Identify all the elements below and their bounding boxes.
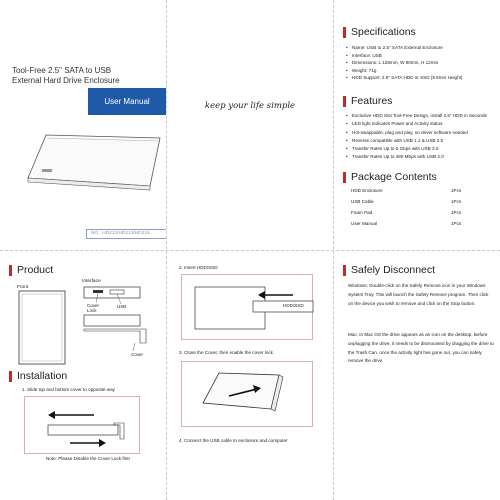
list-item: • Name: USB to 2.5" SATA External Enclosure	[346, 44, 496, 52]
mac-instructions: Mac: In Mac OS the drive appears as an icon on the desktop. Before unplugging the drive, it needs to be dismounted by dragging the drive to the Trash Can, once the activity light has gone out, you can safely remove the drive.	[348, 332, 494, 364]
specs-panel	[334, 0, 500, 250]
heading-marker	[343, 96, 346, 107]
safely-disconnect-heading: Safely Disconnect	[351, 264, 436, 276]
slogan-text: keep your life simple	[204, 101, 296, 111]
install-step-3: 3. Close the Cover, then enable the cover lock	[179, 350, 273, 355]
list-item: • Weight: 71g	[346, 67, 496, 75]
specifications-list	[346, 44, 496, 82]
package-item-qty: 1Pcs	[451, 199, 462, 204]
cover-title-line2: External Hard Drive Enclosure	[12, 76, 120, 85]
features-heading: Features	[351, 95, 393, 107]
package-item-qty: 1Pcs	[451, 210, 462, 215]
list-item: • Interface: USB	[346, 52, 496, 60]
list-item: • Transfer Rates Up to 5 Gbps with USB 3.0	[346, 145, 498, 153]
hdd-ssd-label: HDD/SSD	[283, 303, 304, 308]
model-number-tag	[86, 229, 166, 239]
enclosure-illustration	[0, 0, 166, 250]
package-item-name: USB Cable	[351, 199, 374, 204]
windows-instructions: Windows: Double-click on the Safely Remove icon in your Windows System Tray. This will launch the Safely Remove program. Then click on the device you wish to remove and click on the Stop button.	[348, 283, 489, 306]
package-item-qty: 1Pcs	[451, 188, 462, 193]
cover-panel	[0, 0, 166, 250]
list-item: • Exclusive HDD Slot Tool-Free Design, install 2.5" HDD in Seconds	[346, 112, 498, 120]
list-item: • Dimensions: L 128mm, W 80mm, H 12mm	[346, 59, 496, 67]
table-row	[351, 221, 461, 226]
list-item: • LED light indicates Power and Activity status	[346, 120, 498, 128]
cover-part-label: Cover	[131, 352, 144, 357]
list-item: • Transfer Rates Up to 480 Mbps with USB 2.0	[346, 153, 498, 161]
product-heading: Product	[17, 264, 54, 276]
table-row	[351, 199, 461, 204]
install-note: Note: Please Disable the Cover Lock first	[46, 456, 130, 461]
package-heading: Package Contents	[351, 171, 437, 183]
package-item-name: Foam Pad	[351, 210, 373, 215]
heading-marker	[343, 27, 346, 38]
install-step-2: 2. Insert HDD/SSD	[179, 265, 218, 270]
install-step-4: 4. Connect the USB cable to enclosure and computer	[179, 438, 288, 443]
disconnect-panel	[334, 251, 500, 500]
product-panel	[0, 251, 166, 500]
package-item-qty: 1Pcs	[451, 221, 462, 226]
slogan-panel	[167, 0, 333, 250]
features-list	[346, 112, 498, 162]
install-step-1: 1. Slide top and bottom cover to opposite way	[22, 387, 115, 392]
package-item-name: HDD Enclosure	[351, 188, 383, 193]
usb-label: USB	[117, 304, 127, 309]
heading-marker	[343, 172, 346, 183]
heading-marker	[343, 265, 346, 276]
cover-title-line1: Tool-Free 2.5" SATA to USB	[12, 66, 112, 75]
step-1-diagram	[0, 251, 166, 500]
package-item-name: User Manual	[351, 221, 378, 226]
cover-lock-label: Cover Lock	[87, 303, 100, 313]
specifications-heading: Specifications	[351, 26, 416, 38]
table-row	[351, 188, 461, 193]
front-label: Front	[17, 285, 29, 290]
installation-heading: Installation	[17, 370, 68, 382]
list-item: • Reverse compatible with USB 1.1 & USB 2.0	[346, 137, 498, 145]
list-item: • Hot-swappable, plug and play, no driver software needed	[346, 129, 498, 137]
model-numbers: NO.: HD212/HD213/HD215	[91, 231, 150, 236]
interface-label: Interface	[82, 279, 101, 284]
user-manual-label: User Manual	[104, 97, 150, 106]
steps-panel	[167, 251, 333, 500]
table-row	[351, 210, 461, 215]
list-item: • HDD Support: 2.5" SATA HDD or SSD (9.5mm Height)	[346, 74, 496, 82]
step-3-diagram	[167, 251, 333, 500]
